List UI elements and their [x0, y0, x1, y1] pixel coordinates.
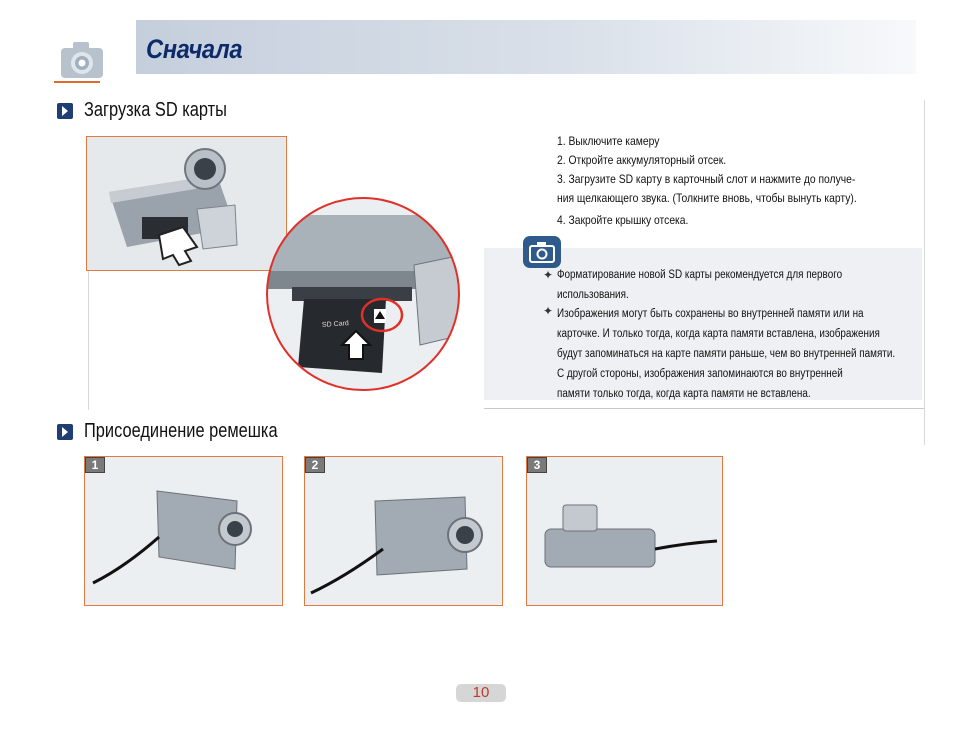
photo-strap-step-1	[84, 456, 283, 606]
note-line: памяти только тогда, когда карта памяти не вставлена.	[557, 388, 811, 400]
step-badge-3: 3	[527, 457, 547, 473]
note-line: карточке. И только тогда, когда карта памяти вставлена, изображения	[557, 328, 880, 340]
section-title-sd-card: Загрузка SD карты	[84, 99, 227, 121]
star-icon: ✦	[543, 268, 554, 282]
divider	[484, 408, 924, 409]
sd-card-label: SD Card	[321, 320, 350, 329]
camera-icon	[523, 236, 561, 268]
photo-strap-step-2	[304, 456, 503, 606]
photo-strap-step-3	[526, 456, 723, 606]
step-3-cont: ния щелкающего звука. (Толкните вновь, чтобы вынуть карту).	[557, 191, 857, 205]
page-title: Сначала	[146, 34, 243, 64]
note-line: Форматирование новой SD карты рекомендуется для первого	[557, 269, 843, 281]
sd-card-insert-illustration	[264, 195, 462, 393]
guide-line	[88, 270, 89, 410]
note-line: С другой стороны, изображения запоминаются во внутренней	[557, 368, 843, 380]
photo-open-compartment	[86, 136, 287, 271]
guide-line	[924, 100, 925, 445]
step-2: 2. Откройте аккумуляторный отсек.	[557, 153, 727, 167]
note-line: использования.	[557, 289, 629, 301]
step-3: 3. Загрузите SD карту в карточный слот и нажмите до получе-	[557, 172, 856, 186]
step-4: 4. Закройте крышку отсека.	[557, 213, 689, 227]
header-accent-rule	[54, 81, 100, 83]
chevron-right-icon	[57, 103, 73, 119]
star-icon: ✦	[543, 304, 554, 318]
note-line: Изображения могут быть сохранены во внутренней памяти или на	[557, 308, 864, 320]
page-number: 10	[456, 684, 506, 702]
step-1: 1. Выключите камеру	[557, 134, 660, 148]
header-band	[136, 20, 916, 74]
section-title-strap: Присоединение ремешка	[84, 420, 278, 442]
chevron-right-icon	[57, 424, 73, 440]
note-line: будут запоминаться на карте памяти раньше, чем во внутренней памяти.	[557, 348, 896, 360]
step-badge-2: 2	[305, 457, 325, 473]
step-badge-1: 1	[85, 457, 105, 473]
camera-icon	[58, 40, 106, 80]
